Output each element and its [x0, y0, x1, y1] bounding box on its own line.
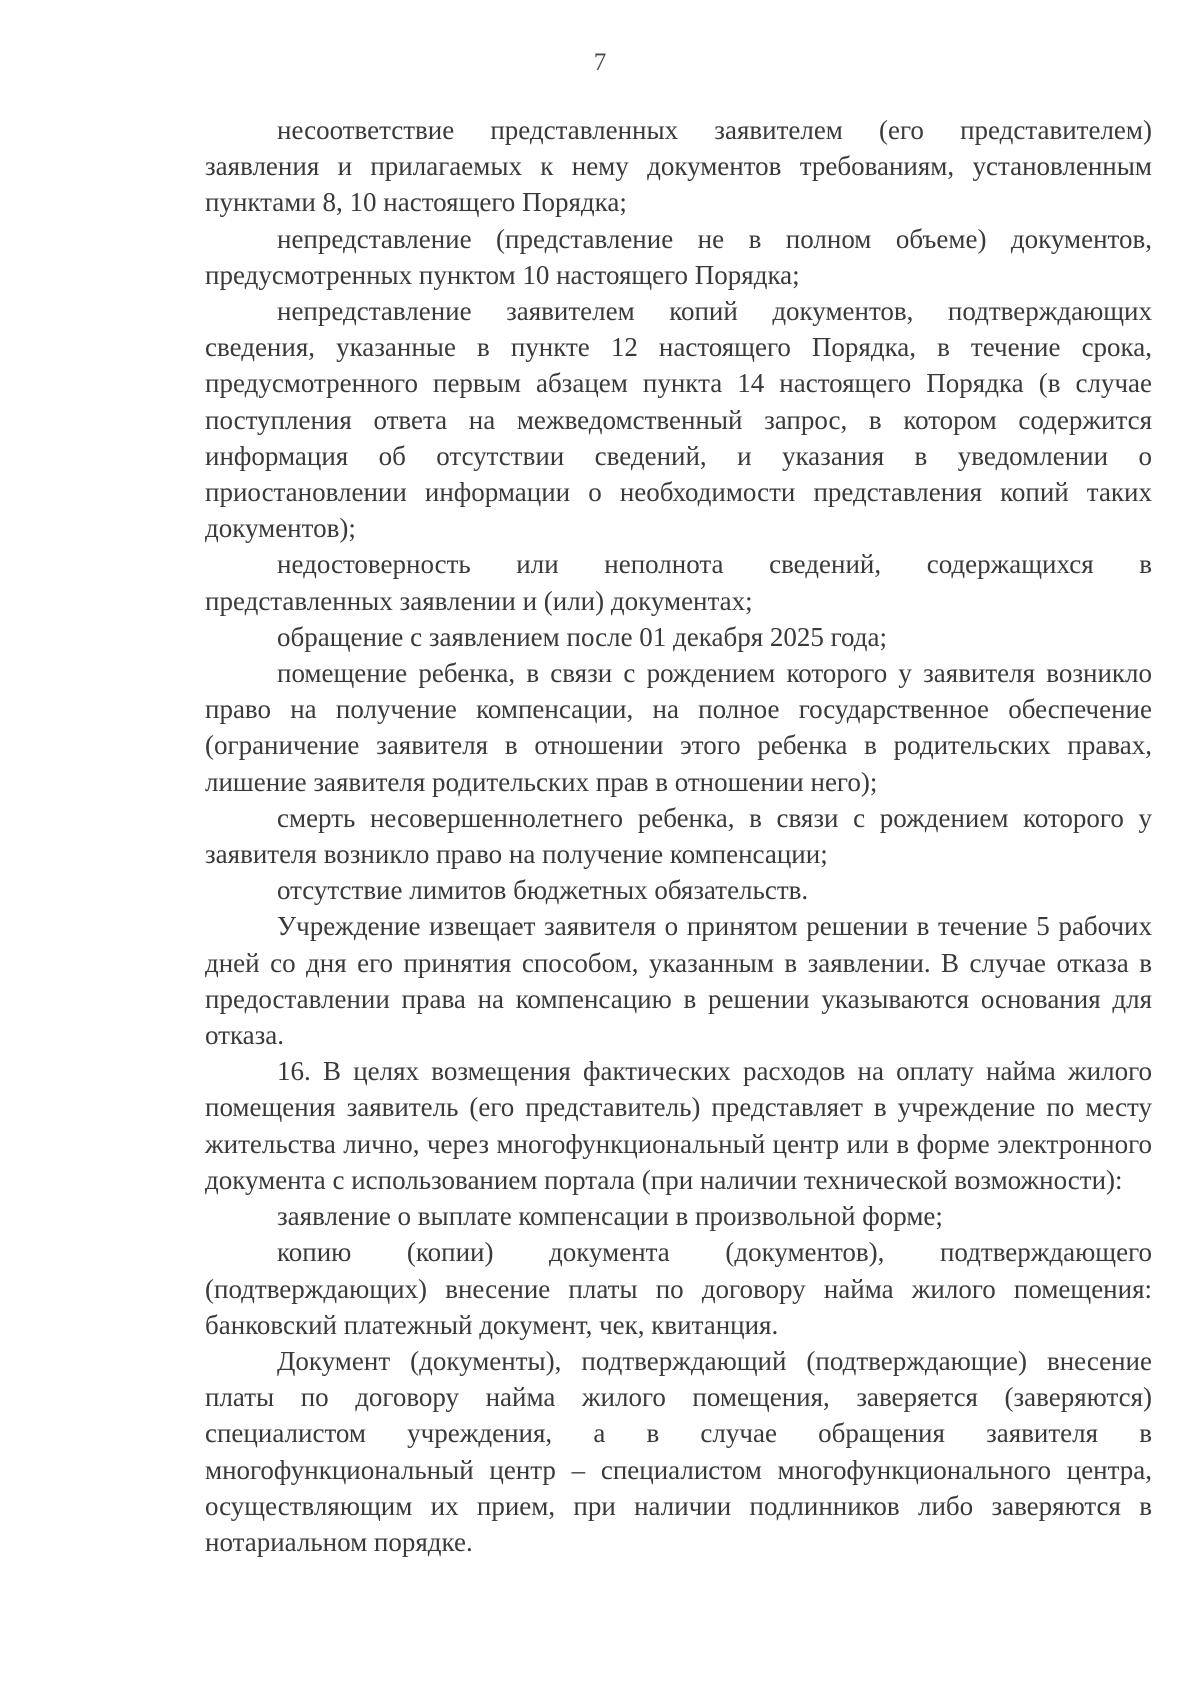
paragraph-6: помещение ребенка, в связи с рождением которого у заявителя возникло право на получение компенсации, на полное государственное обеспечение (ограничение заявителя в отношении этого ребенка в родительских правах, лишение заявителя родительских прав в отношении него); [205, 658, 1152, 797]
paragraph-11: заявление о выплате компенсации в произвольной форме; [277, 1201, 943, 1232]
paragraph-8: отсутствие лимитов бюджетных обязательств. [277, 875, 809, 906]
page-number: 7 [593, 49, 607, 76]
paragraph-3: непредставление заявителем копий документов, подтверждающих сведения, указанные в пункте 12 настоящего Порядка, в течение срока, предусмотренного первым абзацем пункта 14 настоящего Порядка (в случае поступления ответа на межведомственный запрос, в котором содержится информация об отсутствии сведений, и указания в уведомлении о приостановлении информации о необходимости представления копий таких документов); [205, 296, 1152, 544]
paragraph-4: недостоверность или неполнота сведений, содержащихся в представленных заявлении и (или) документах; [205, 549, 1152, 616]
paragraph-10: 16. В целях возмещения фактических расходов на оплату найма жилого помещения заявитель (его представитель) представляет в учреждение по месту жительства лично, через многофункциональный центр или в форме электронного документа с использованием портала (при наличии технической возможности): [205, 1056, 1152, 1195]
paragraph-1: несоответствие представленных заявителем (его представителем) заявления и прилагаемых к нему документов требованиям, установленным пунктами 8, 10 настоящего Порядка; [205, 115, 1152, 218]
paragraph-2: непредставление (представление не в полном объеме) документов, предусмотренных пунктом 10 настоящего Порядка; [205, 223, 1152, 290]
paragraph-9: Учреждение извещает заявителя о принятом решении в течение 5 рабочих дней со дня его принятия способом, указанным в заявлении. В случае отказа в предоставлении права на компенсацию в решении указываются основания для отказа. [205, 911, 1152, 1051]
paragraph-7: смерть несовершеннолетнего ребенка, в связи с рождением которого у заявителя возникло право на получение компенсации; [205, 802, 1152, 870]
paragraph-12: копию (копии) документа (документов), подтверждающего (подтверждающих) внесение платы по договору найма жилого помещения: банковский платежный документ, чек, квитанция. [205, 1237, 1152, 1340]
paragraph-5: обращение с заявлением после 01 декабря 2025 года; [277, 621, 887, 652]
document-body [205, 112, 1152, 1560]
paragraph-13: Документ (документы), подтверждающий (подтверждающие) внесение платы по договору найма жилого помещения, заверяется (заверяются) специалистом учреждения, а в случае обращения заявителя в многофункциональный центр – специалистом многофункционального центра, осуществляющим их прием, при наличии подлинников либо заверяются в нотариальном порядке. [205, 1345, 1152, 1557]
